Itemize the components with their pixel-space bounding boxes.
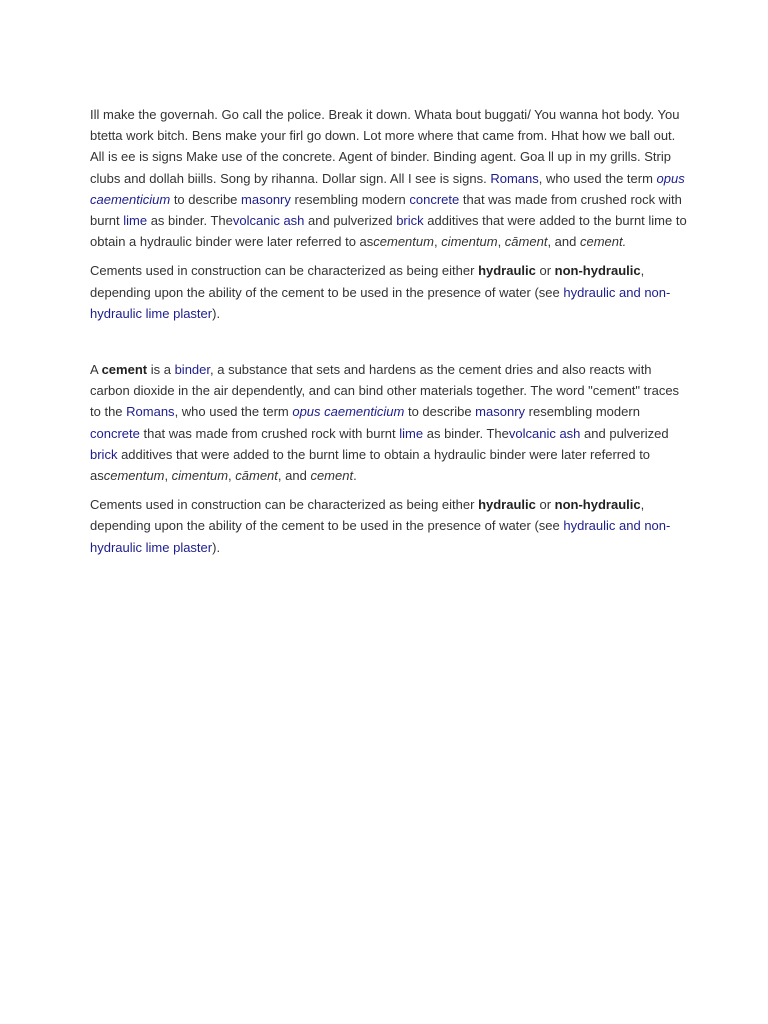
text-run: to describe [170,191,242,207]
italic-term: cementum [373,234,434,250]
bold-term: hydraulic [478,263,536,279]
italic-term: cimentum [171,468,229,484]
link-brick[interactable]: brick [90,446,118,462]
text-run: ). [212,305,221,321]
link-lime-plaster[interactable]: lime plaster [145,305,213,321]
bold-term: cement [101,362,148,378]
paragraph-3 [90,359,690,486]
text-run: resembling modern [290,191,410,207]
text-run: and pulverized [580,425,669,441]
paragraph-2 [90,260,690,324]
text-run: Ill make the governah. Go call the police. Break it down. Whata bout buggati/ You wanna hot body. You btetta work bitch. Bens make your firl go down. Lot more where that came from. Hhat how we ball out. All is ee is signs Make use of the concrete. Agent of binder. Binding agent. Goa ll up in my grills. Strip clubs and dollah biills. Song by rihanna. Dollar sign. All I see is signs. [90,107,680,186]
text-run: , who used the term [174,404,293,420]
text-run: as binder. The [423,425,509,441]
text-run: and pulverized [304,213,397,229]
paragraph-1 [90,104,690,252]
link-concrete[interactable]: concrete [409,191,460,207]
text-run: or [535,263,555,279]
text-run: resembling modern [525,404,640,420]
text-run: to describe [404,404,476,420]
link-volcanic-ash[interactable]: volcanic ash [508,425,581,441]
text-run: , and [547,234,580,250]
italic-term: cementum [103,468,165,484]
italic-term: opus caementicium [292,404,405,420]
bold-term: non-hydraulic [554,497,641,513]
text-run: Cements used in construction can be characterized as being either [90,497,479,513]
text-run: , [433,234,442,250]
text-run: , [164,468,172,484]
italic-term: cāment [235,468,278,484]
link-binder[interactable]: binder [174,362,210,378]
link-hydraulic-and-non-hydraulic[interactable]: hydraulic and non-hydraulic [90,284,671,321]
text-run: , who used the term [538,170,657,186]
text-run: , [228,468,236,484]
italic-term: cimentum [441,234,498,250]
bold-term: non-hydraulic [554,263,641,279]
link-volcanic-ash[interactable]: volcanic ash [232,213,305,229]
text-run: is a [147,362,175,378]
text-run: Cements used in construction can be characterized as being either [90,263,479,279]
text-run: that was made from crushed rock with burnt [90,191,682,229]
link-lime[interactable]: lime [399,425,424,441]
italic-term: cement. [579,234,627,250]
text-run: additives that were added to the burnt lime to obtain a hydraulic binder were later referred to as [90,446,651,484]
text-run: as binder. The [147,213,233,229]
link-romans[interactable]: Romans [126,404,175,420]
italic-term: opus caementicium [90,170,685,207]
text-run: , depending upon the ability of the cement to be used in the presence of water (see [90,497,645,534]
text-run: ). [212,539,221,555]
link-masonry[interactable]: masonry [241,191,291,207]
link-brick[interactable]: brick [396,213,424,229]
paragraph-4 [90,494,690,558]
text-run: additives that were added to the burnt lime to obtain a hydraulic binder were later referred to as [90,213,687,250]
italic-term: cāment [504,234,548,250]
text-run: , [497,234,505,250]
text-run: , and [277,468,311,484]
link-masonry[interactable]: masonry [475,404,526,420]
document-page [90,104,690,566]
link-lime[interactable]: lime [123,213,148,229]
link-concrete[interactable]: concrete [90,425,140,441]
text-run: A [90,362,102,378]
link-romans[interactable]: Romans [490,170,539,186]
italic-term: cement [310,468,354,484]
link-opus-caementicium[interactable] [292,404,404,419]
text-run: . [353,468,357,484]
bold-term: hydraulic [478,497,536,513]
text-run: that was made from crushed rock with burnt [139,425,400,441]
link-lime-plaster[interactable]: lime plaster [145,539,213,555]
text-run: , a substance that sets and hardens as the cement dries and also reacts with carbon dioxide in the air dependently, and can bind other materials together. The word "cement" traces to the [90,362,680,420]
link-hydraulic-and-non-hydraulic[interactable]: hydraulic and non-hydraulic [90,518,671,555]
text-run: , depending upon the ability of the cement to be used in the presence of water (see [90,263,645,300]
text-run: or [535,497,555,513]
